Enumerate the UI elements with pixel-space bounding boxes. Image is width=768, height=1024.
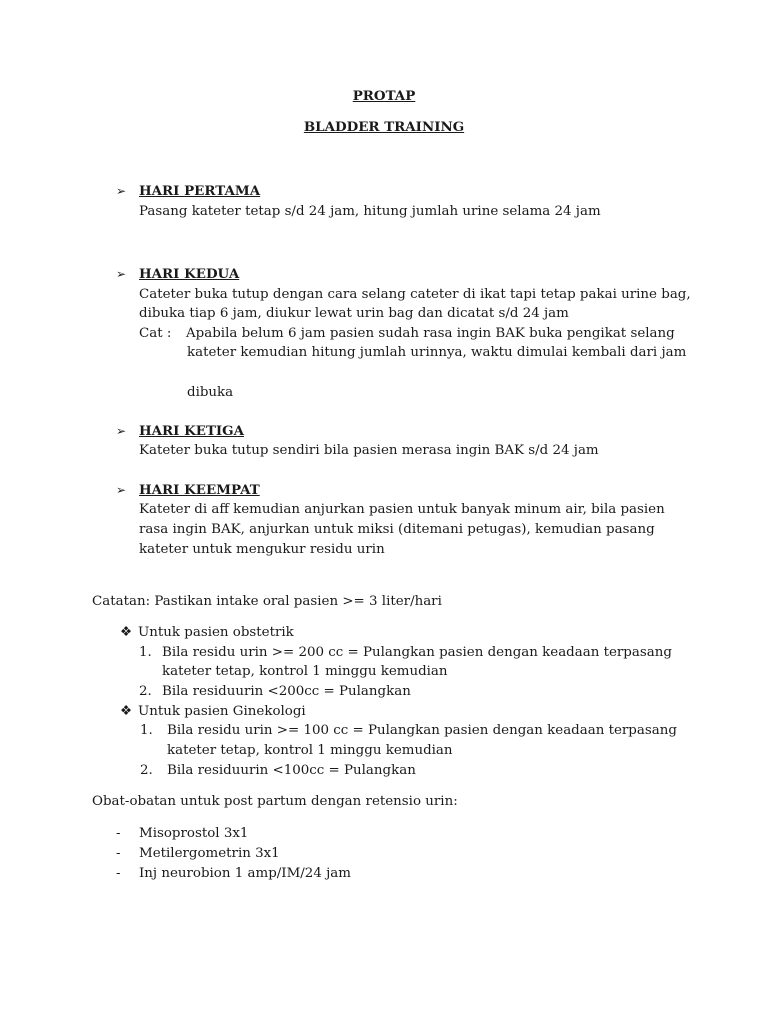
day-text-line: rasa ingin BAK, anjurkan untuk miksi (ditemani petugas), kemudian pasang	[139, 522, 655, 537]
item-text-line: kateter tetap, kontrol 1 minggu kemudian	[162, 664, 448, 679]
cat-text-line: kateter kemudian hitung jumlah urinnya, waktu dimulai kembali dari jam	[187, 345, 687, 360]
item-text-line: Bila residu urin >= 200 cc = Pulangkan pasien dengan keadaan terpasang	[162, 645, 672, 660]
cat-text-line: Apabila belum 6 jam pasien sudah rasa ingin BAK buka pengikat selang	[186, 326, 675, 341]
day-text-line: Kateter buka tutup sendiri bila pasien merasa ingin BAK s/d 24 jam	[139, 443, 599, 458]
dash-bullet: -	[116, 866, 121, 881]
intake-note: Catatan: Pastikan intake oral pasien >= 3 liter/hari	[92, 594, 442, 609]
diamond-bullet-icon: ❖	[120, 625, 133, 640]
day-heading: HARI KEDUA	[139, 266, 240, 282]
item-number: 2.	[140, 763, 153, 778]
item-text-line: kateter tetap, kontrol 1 minggu kemudian	[167, 743, 453, 758]
cat-text-line: dibuka	[187, 385, 234, 400]
day-heading: HARI KETIGA	[139, 423, 244, 439]
med-item: Inj neurobion 1 amp/IM/24 jam	[139, 866, 351, 881]
day-text-line: Kateter di aff kemudian anjurkan pasien untuk banyak minum air, bila pasien	[139, 502, 665, 517]
med-item: Metilergometrin 3x1	[139, 846, 280, 861]
group-title: Untuk pasien obstetrik	[138, 625, 294, 640]
item-number: 2.	[139, 684, 152, 699]
item-text-line: Bila residu urin >= 100 cc = Pulangkan pasien dengan keadaan terpasang	[167, 723, 677, 738]
arrow-bullet-icon: ➢	[116, 483, 127, 497]
document-subtitle: BLADDER TRAINING	[303, 119, 465, 135]
item-text-line: Bila residuurin <200cc = Pulangkan	[162, 684, 411, 699]
item-number: 1.	[140, 723, 153, 738]
cat-label: Cat :	[139, 326, 172, 341]
meds-heading: Obat-obatan untuk post partum dengan retensio urin:	[92, 794, 458, 809]
med-item: Misoprostol 3x1	[139, 826, 249, 841]
day-text-line: Pasang kateter tetap s/d 24 jam, hitung jumlah urine selama 24 jam	[139, 204, 601, 219]
day-heading: HARI KEEMPAT	[139, 482, 260, 498]
group-title: Untuk pasien Ginekologi	[138, 704, 306, 719]
day-heading: HARI PERTAMA	[139, 183, 261, 199]
document-title: PROTAP	[352, 88, 416, 104]
day-text-line: dibuka tiap 6 jam, diukur lewat urin bag dan dicatat s/d 24 jam	[139, 306, 569, 321]
item-number: 1.	[139, 645, 152, 660]
arrow-bullet-icon: ➢	[116, 184, 127, 198]
dash-bullet: -	[116, 826, 121, 841]
day-text-line: kateter untuk mengukur residu urin	[139, 542, 385, 557]
item-text-line: Bila residuurin <100cc = Pulangkan	[167, 763, 416, 778]
diamond-bullet-icon: ❖	[120, 704, 133, 719]
arrow-bullet-icon: ➢	[116, 424, 127, 438]
dash-bullet: -	[116, 846, 121, 861]
day-text-line: Cateter buka tutup dengan cara selang cateter di ikat tapi tetap pakai urine bag,	[139, 287, 691, 302]
arrow-bullet-icon: ➢	[116, 267, 127, 281]
